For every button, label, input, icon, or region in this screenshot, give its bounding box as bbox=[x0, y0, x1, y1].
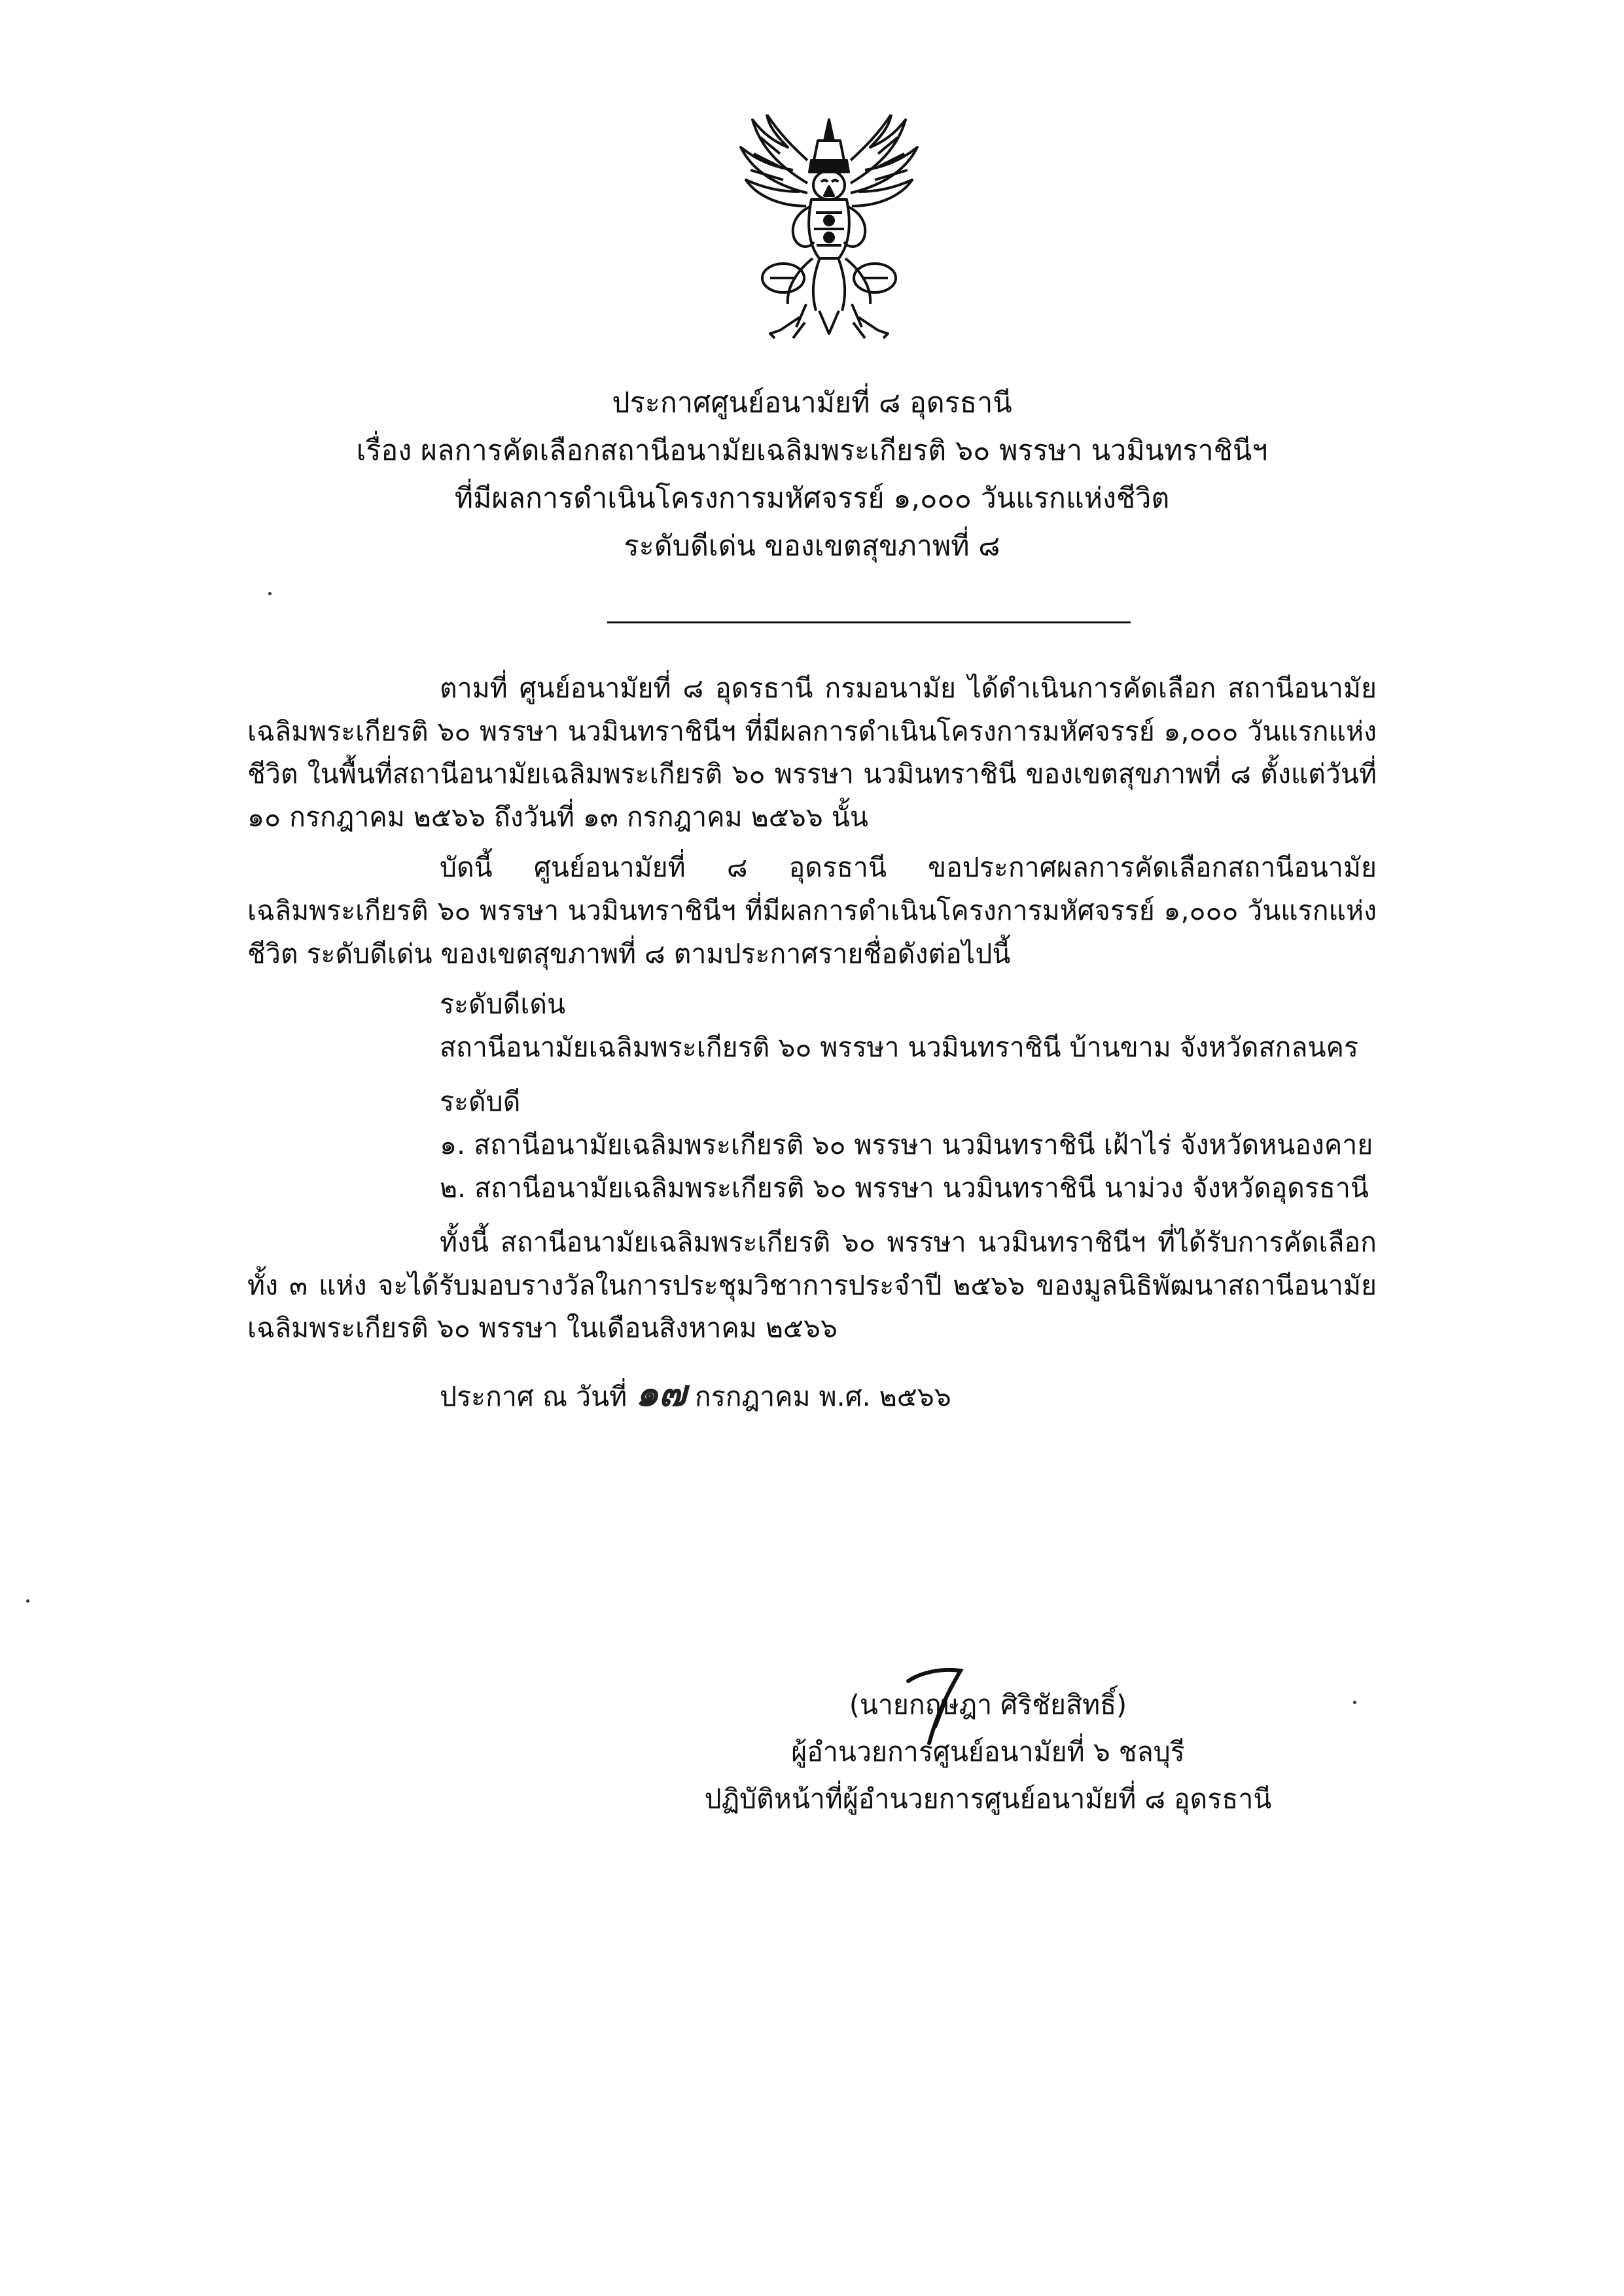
good-level-heading: ระดับดี bbox=[440, 1086, 521, 1118]
signature-block bbox=[674, 1681, 1302, 1822]
scan-speck bbox=[26, 1599, 29, 1603]
signatory-position-1: ผู้อำนวยการศูนย์อนามัยที่ ๖ ชลบุรี bbox=[791, 1736, 1185, 1767]
scan-speck bbox=[1353, 1701, 1356, 1704]
date-day-handwritten: ๑๗ bbox=[635, 1371, 686, 1415]
title-divider bbox=[607, 621, 1131, 623]
signatory-name: (นายกฤษฎา ศิริชัยสิทธิ์) bbox=[849, 1689, 1127, 1720]
excellent-level-item: สถานีอนามัยเฉลิมพระเกียรติ ๖๐ พรรษา นวมินทราชินี บ้านขาม จังหวัดสกลนคร bbox=[440, 1031, 1358, 1063]
title-line-3: ที่มีผลการดำเนินโครงการมหัศจรรย์ ๑,๐๐๐ วันแรกแห่งชีวิต bbox=[454, 482, 1170, 515]
paragraph-background: ตามที่ ศูนย์อนามัยที่ ๘ อุดรธานี กรมอนามัย ได้ดำเนินการคัดเลือก สถานีอนามัยเฉลิมพระเกียรติ ๖๐ พรรษา นวมินทราชินีฯ ที่มีผลการดำเนินโครงการมหัศจรรย์ ๑,๐๐๐ วันแรกแห่งชีวิต ในพื้นที่สถานีอนามัยเฉลิมพระเกียรติ ๖๐ พรรษา นวมินทราชินี ของเขตสุขภาพที่ ๘ ตั้งแต่วันที่ ๑๐ กรกฎาคม ๒๕๖๖ ถึงวันที่ ๑๓ กรกฎาคม ๒๕๖๖ นั้น bbox=[247, 672, 1377, 833]
title-line-2: เรื่อง ผลการคัดเลือกสถานีอนามัยเฉลิมพระเกียรติ ๖๐ พรรษา นวมินทราชินีฯ bbox=[356, 434, 1268, 467]
paragraph-award: ทั้งนี้ สถานีอนามัยเฉลิมพระเกียรติ ๖๐ พรรษา นวมินทราชินีฯ ที่ได้รับการคัดเลือกทั้ง ๓ แห่ง จะได้รับมอบรางวัลในการประชุมวิชาการประจำปี ๒๕๖๖ ของมูลนิธิพัฒนาสถานีอนามัยเฉลิมพระเกียรติ ๖๐ พรรษา ในเดือนสิงหาคม ๒๕๖๖ bbox=[247, 1226, 1377, 1344]
good-level-item-2: ๒. สถานีอนามัยเฉลิมพระเกียรติ ๖๐ พรรษา นวมินทราชินี นาม่วง จังหวัดอุดรธานี bbox=[440, 1172, 1369, 1204]
announcement-body bbox=[247, 667, 1377, 1423]
title-line-4: ระดับดีเด่น ของเขตสุขภาพที่ ๘ bbox=[624, 530, 1000, 563]
announcement-title bbox=[0, 379, 1624, 570]
signatory-position-2: ปฏิบัติหน้าที่ผู้อำนวยการศูนย์อนามัยที่ ๘ อุดรธานี bbox=[704, 1783, 1272, 1815]
title-line-1: ประกาศศูนย์อนามัยที่ ๘ อุดรธานี bbox=[612, 387, 1012, 419]
date-prefix: ประกาศ ณ วันที่ bbox=[440, 1380, 627, 1412]
good-level-item-1: ๑. สถานีอนามัยเฉลิมพระเกียรติ ๖๐ พรรษา นวมินทราชินี เฝ้าไร่ จังหวัดหนองคาย bbox=[440, 1128, 1373, 1160]
excellent-level-heading: ระดับดีเด่น bbox=[440, 988, 565, 1020]
announcement-date bbox=[247, 1365, 1377, 1423]
paragraph-announcement: บัดนี้ ศูนย์อนามัยที่ ๘ อุดรธานี ขอประกาศผลการคัดเลือกสถานีอนามัยเฉลิมพระเกียรติ ๖๐ พรรษา นวมินทราชินีฯ ที่มีผลการดำเนินโครงการมหัศจรรย์ ๑,๐๐๐ วันแรกแห่งชีวิต ระดับดีเด่น ของเขตสุขภาพที่ ๘ ตามประกาศรายชื่อดังต่อไปนี้ bbox=[247, 852, 1377, 969]
date-suffix: กรกฎาคม พ.ศ. ๒๕๖๖ bbox=[694, 1380, 951, 1412]
scan-speck bbox=[268, 592, 272, 595]
garuda-emblem-icon bbox=[734, 114, 924, 340]
